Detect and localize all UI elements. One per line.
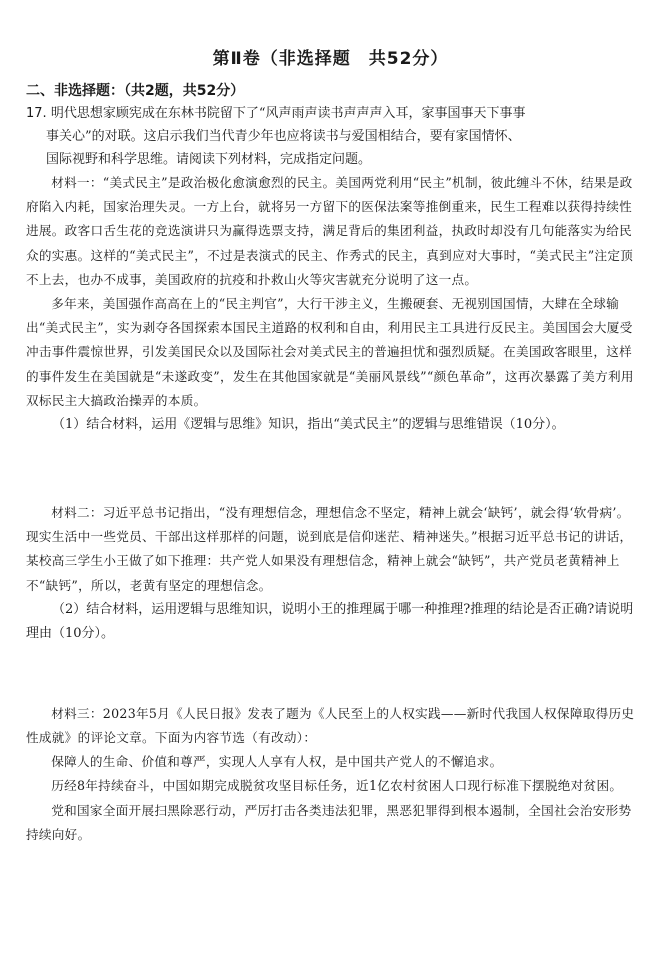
material-3-paragraph-2: 历经8年持续奋斗，中国如期完成脱贫攻坚目标任务，近1亿农村贫困人口现行标准下摆脱绝对贫困。 [51,778,623,794]
section-heading: 二、非选择题：（共2题，共52分） [26,83,245,99]
question-17-intro [26,102,635,171]
answer-space-2 [26,646,635,702]
intro-line-3: 国际视野和科学思维。请阅读下列材料，完成指定问题。 [46,152,372,167]
question-17-part-2: （2）结合材料，运用逻辑与思维知识，说明小王的推理属于哪一种推理?推理的结论是否正确?请说明理由（10分）。 [26,601,634,641]
material-1-paragraph-2: 多年来，美国强作高高在上的“民主判官”，大行干涉主义，生搬硬套、无视别国国情，大肆在全球输出“美式民主”，实为剥夺各国探索本国民主道路的权利和自由，利用民主工具进行反民主。美国国会大厦受冲击事件震惊世界，引发美国民众以及国际社会对美式民主的普遍担忧和强烈质疑。在美国政客眼里，这样的事件发生在美国就是“未遂政变”，发生在其他国家就是“美丽风景线”“颜色革命”，这再次暴露了美方利用双标民主大搞政治操弄的本质。 [26,296,634,408]
question-17-part-1: （1）结合材料，运用《逻辑与思维》知识，指出“美式民主”的逻辑与思维错误（10分）。 [52,417,565,433]
material-3-intro: 材料三：2023年5月《人民日报》发表了题为《人民至上的人权实践——新时代我国人权保障取得历史性成就》的评论文章。下面为内容节选（有改动）： [26,705,635,746]
material-1-paragraph-1: 材料一：“美式民主”是政治极化愈演愈烈的民主。美国两党利用“民主”机制，彼此缠斗不休，结果是政府陷入内耗，国家治理失灵。一方上台，就将另一方留下的医保法案等推倒重来，民生工程难以获得持续性进展。政客口舌生花的竞选演讲只为赢得选票支持，满足背后的集团利益，执政时却没有几句能落实为给民众的实惠。这样的“美式民主”，不过是表演式的民主、作秀式的民主，真到应对大事时，“美式民主”注定顶不上去，也办不成事，美国政府的抗疫和扑救山火等灾害就充分说明了这一点。 [26,175,634,287]
intro-line-2: 事关心”的对联。这启示我们当代青少年也应将读书与爱国相结合，要有家国情怀、 [46,129,521,144]
material-3-paragraph-3: 党和国家全面开展扫黑除恶行动，严厉打击各类违法犯罪，黑恶犯罪得到根本遏制，全国社会治安形势持续向好。 [26,802,632,842]
material-3-paragraph-1: 保障人的生命、价值和尊严，实现人人享有人权，是中国共产党人的不懈追求。 [51,754,503,770]
paper-title: 第Ⅱ卷（非选择题 共52分） [212,49,449,69]
question-number: 17. [26,106,47,121]
material-2-paragraph: 材料二：习近平总书记指出，“没有理想信念，理想信念不坚定，精神上就会‘缺钙’，就会得‘软骨病’。现实生活中一些党员、干部出这样那样的问题，说到底是信仰迷茫、精神迷失。”根据习近平总书记的讲话，某校高三学生小王做了如下推理：共产党人如果没有理想信念，精神上就会“缺钙”，共产党员老黄精神上不“缺钙”，所以，老黄有坚定的理想信念。 [26,505,633,593]
answer-space-1 [26,437,635,501]
intro-line-1: 明代思想家顾宪成在东林书院留下了“风声雨声读书声声声入耳，家事国事天下事事 [50,106,526,121]
